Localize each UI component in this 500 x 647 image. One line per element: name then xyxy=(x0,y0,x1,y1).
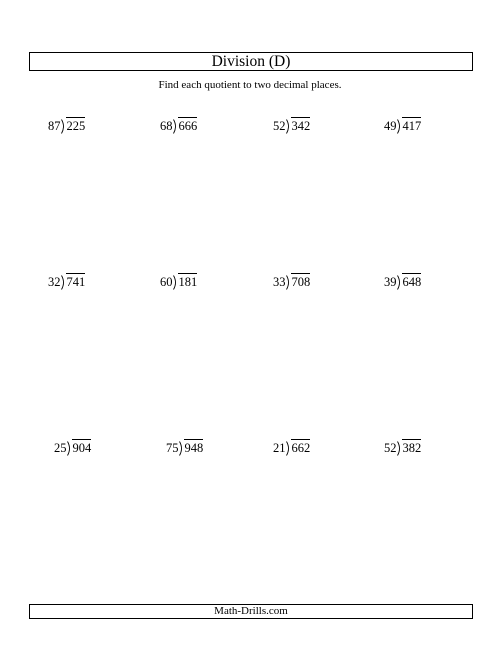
dividend: 904 xyxy=(72,441,92,455)
division-problem xyxy=(166,439,203,456)
long-division-bracket-icon xyxy=(286,119,291,134)
dividend: 181 xyxy=(178,275,198,289)
long-division-bracket-icon xyxy=(173,119,178,134)
divisor: 60 xyxy=(160,275,173,289)
worksheet-title: Division (D) xyxy=(211,52,291,70)
division-problem xyxy=(54,439,91,456)
long-division-bracket-icon xyxy=(286,275,291,290)
dividend: 741 xyxy=(66,275,86,289)
divisor: 52 xyxy=(384,441,397,455)
dividend: 666 xyxy=(178,119,198,133)
dividend: 662 xyxy=(291,441,311,455)
instructions-text: Find each quotient to two decimal places. xyxy=(158,79,342,91)
dividend: 417 xyxy=(402,119,422,133)
long-division-bracket-icon xyxy=(61,275,66,290)
long-division-bracket-icon xyxy=(397,441,402,456)
division-problem xyxy=(160,273,197,290)
division-problem xyxy=(160,117,197,134)
divisor: 68 xyxy=(160,119,173,133)
dividend: 948 xyxy=(184,441,204,455)
dividend: 342 xyxy=(291,119,311,133)
division-problem xyxy=(273,117,310,134)
division-problem xyxy=(384,273,421,290)
divisor: 75 xyxy=(166,441,179,455)
divisor: 52 xyxy=(273,119,286,133)
divisor: 21 xyxy=(273,441,286,455)
division-problem xyxy=(273,273,310,290)
divisor: 32 xyxy=(48,275,61,289)
dividend: 648 xyxy=(402,275,422,289)
dividend: 708 xyxy=(291,275,311,289)
dividend: 382 xyxy=(402,441,422,455)
divisor: 25 xyxy=(54,441,67,455)
division-problem xyxy=(48,117,85,134)
long-division-bracket-icon xyxy=(61,119,66,134)
dividend: 225 xyxy=(66,119,86,133)
divisor: 49 xyxy=(384,119,397,133)
divisor: 87 xyxy=(48,119,61,133)
footer-site-text: Math-Drills.com xyxy=(214,605,288,617)
divisor: 39 xyxy=(384,275,397,289)
division-problem xyxy=(48,273,85,290)
long-division-bracket-icon xyxy=(173,275,178,290)
divisor: 33 xyxy=(273,275,286,289)
division-problem xyxy=(384,439,421,456)
long-division-bracket-icon xyxy=(286,441,291,456)
long-division-bracket-icon xyxy=(179,441,184,456)
division-problem xyxy=(273,439,310,456)
long-division-bracket-icon xyxy=(397,119,402,134)
long-division-bracket-icon xyxy=(67,441,72,456)
footer-box xyxy=(29,604,473,619)
long-division-bracket-icon xyxy=(397,275,402,290)
division-problem xyxy=(384,117,421,134)
